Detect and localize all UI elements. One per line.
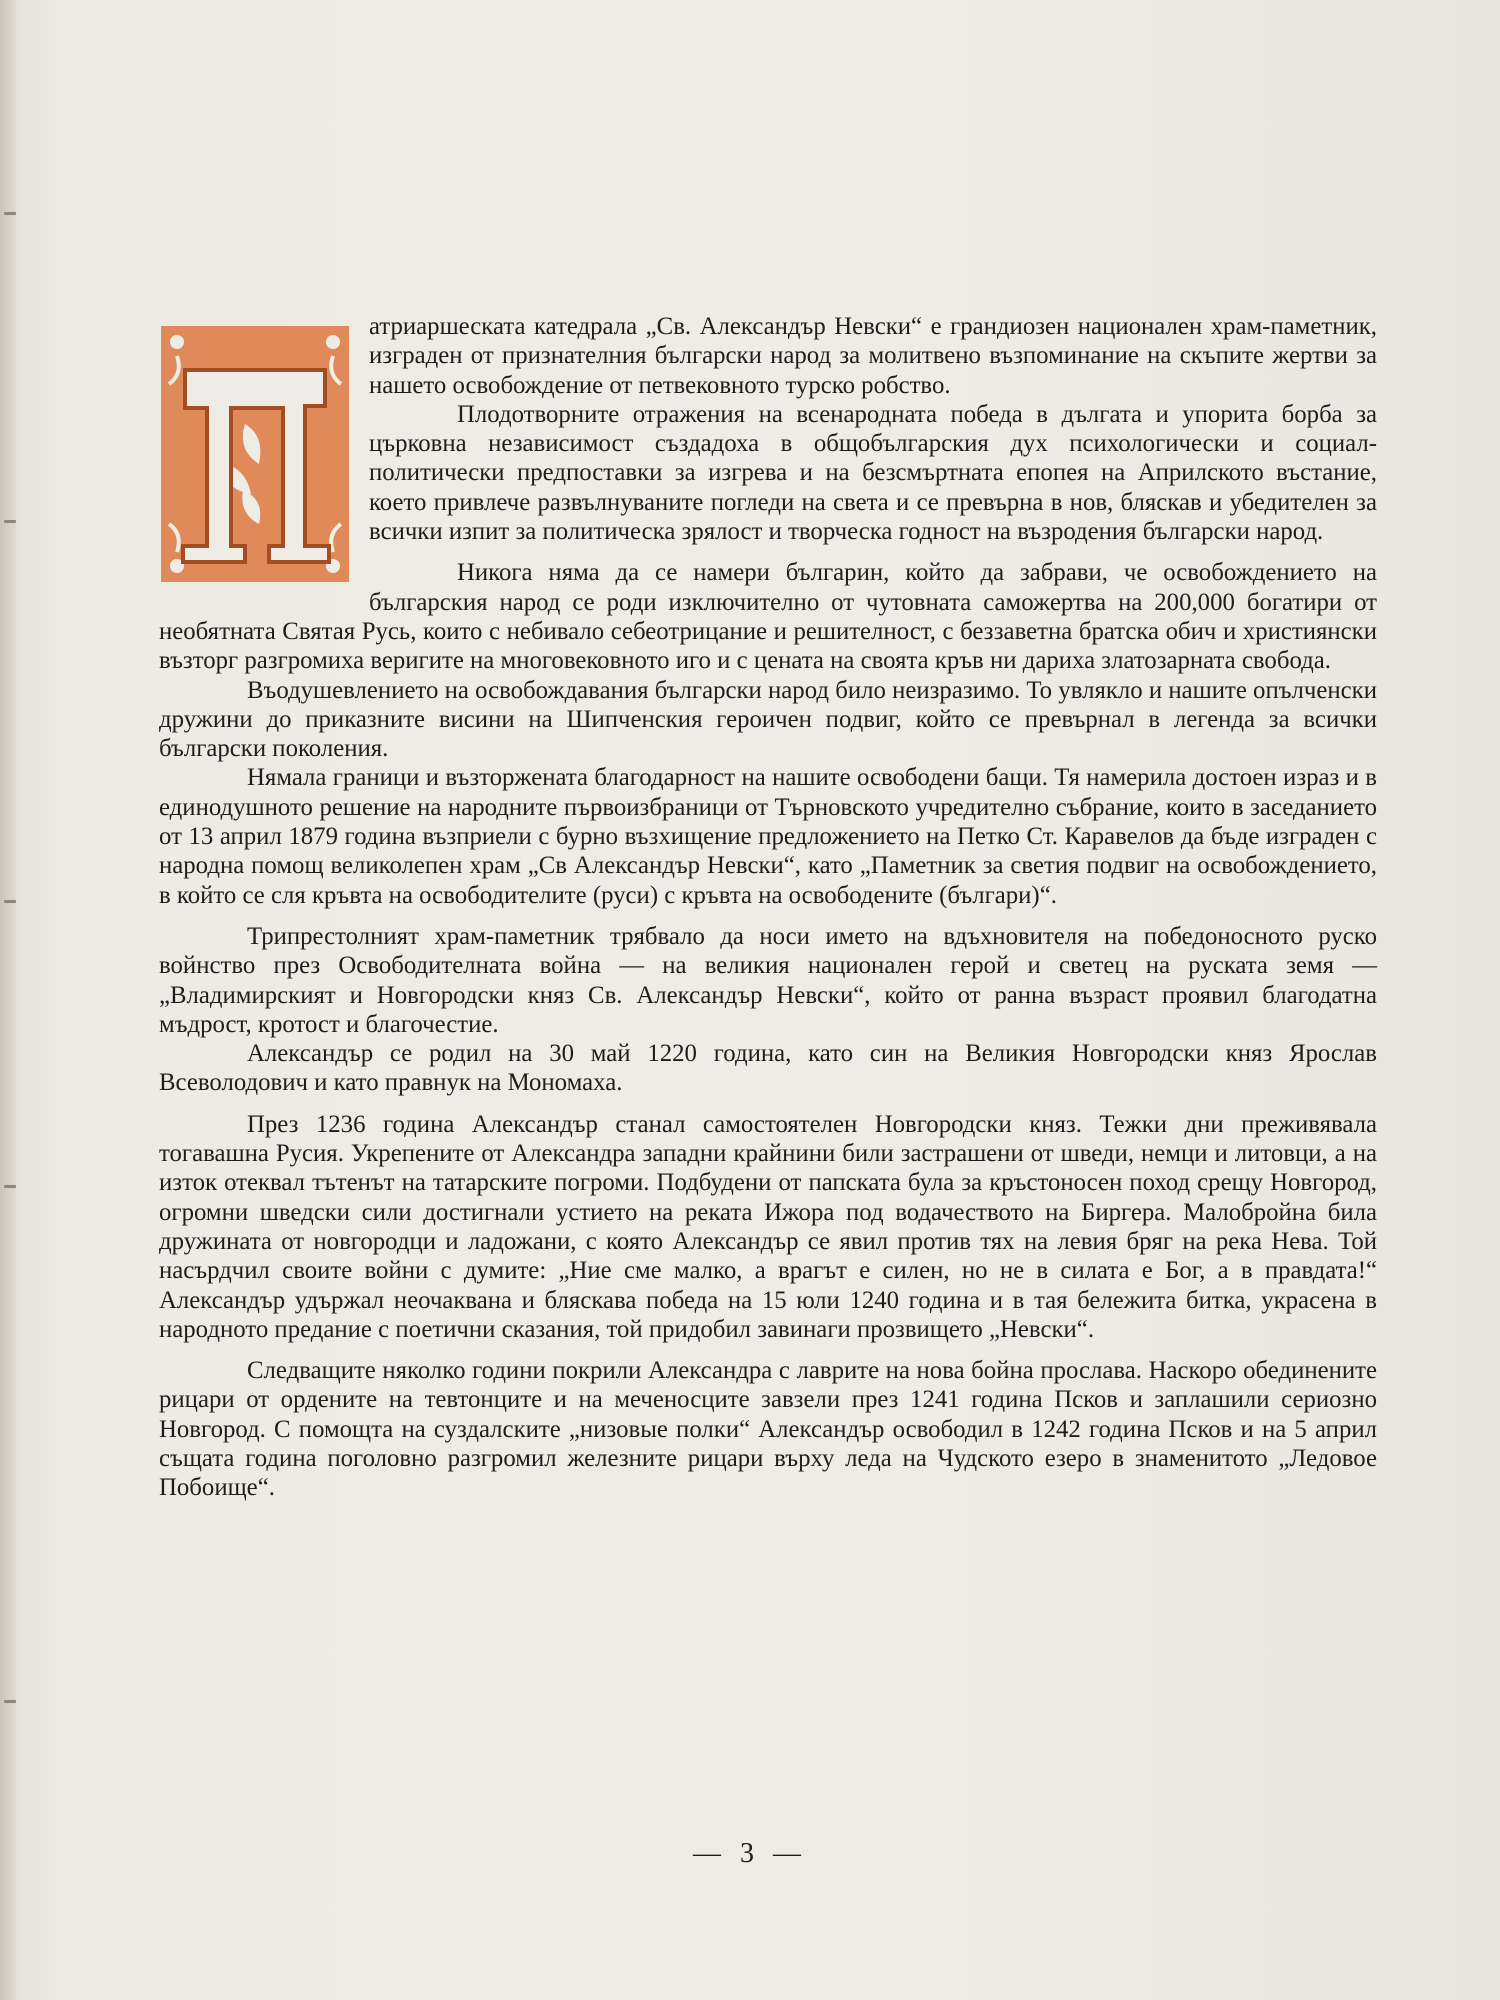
paragraph: Плодотворните отражения на всенародната победа в дългата и упорита борба за църковна независимост създадоха в общобългарския дух психологически и социал-политически предпоставки за изгрева и на безсмъртната епопея на Априлското въстание, което привлече развълнуваните погледи на света и се превърна в нов, бляскав и убедителен за всички изпит за политическа зрялост и творческа годност на възродения български народ. <box>369 400 1377 546</box>
paragraph: Никога няма да се намери българин, който да забрави, че освобождението на българския народ се роди изключително от чутовната саможертва на 200,000 богатири от необятната Святая Русь, които с небивало себеотрицание и решителност, с беззаветна братска обич и християнски възторг разгромиха веригите на многовековното иго и с цената на своята кръв ни дариха златозарната свобода. <box>159 559 1377 675</box>
staple <box>4 1700 16 1703</box>
paragraph: Трипрестолният храм-паметник трябвало да носи името на вдъхновителя на победоносното руско войнство през Освободителната война — на великия национален герой и светец на руската земя — „Владимирският и Новгородски княз Св. Александър Невски“, който от ранна възраст проявил благодатна мъдрост, кротост и благочестие. <box>159 922 1377 1038</box>
drop-cap-ornament <box>159 324 351 584</box>
paragraph: През 1236 година Александър станал самостоятелен Новгородски княз. Тежки дни преживявала тогавашна Русия. Укрепените от Александра западни крайнини били застрашени от шведи, немци и литовци, а на изток отеквал тътенът на татарските погроми. Подбудени от папската була за кръстоносен поход срещу Новгород, огромни шведски сили достигнали устието на реката Ижора под водачеството на Биргера. Малобройна била дружината от новгородци и ладожани, с която Александър се явил против тях на левия бряг на река Нева. Той насърдчил своите войни с думите: „Ние сме малко, а врагът е силен, но не в силата е Бог, а в правдата!“ Александър удържал неочаквана и бляскава победа на 15 юли 1240 година и в тая бележита битка, украсена в народното предание с поетични сказания, той придобил завинаги прозвището „Невски“. <box>159 1110 1377 1343</box>
paragraph: Нямала граници и възторжената благодарност на нашите освободени бащи. Тя намерила достоен израз и в единодушното решение на народните първоизбраници от Търновското учредително събрание, които в заседанието от 13 април 1879 година възприели с бурно възхищение предложението на Петко Ст. Каравелов да бъде изграден с народна помощ великолепен храм „Св Александър Невски“, като „Паметник за светия подвиг на освобождението, в който се сля кръвта на освободителите (руси) с кръвта на освободените (българи)“. <box>159 764 1377 909</box>
paragraph: Александър се родил на 30 май 1220 година, като син на Великия Новгородски княз Ярослав Всеволодович и като правнук на Мономаха. <box>159 1040 1377 1097</box>
binding-edge <box>0 0 16 2000</box>
paragraph: атриаршеската катедрала „Св. Александър Невски“ е грандиозен национален храм-паметник, изграден от признателния български народ за молитвено възпоминание на скъпите жертви за нашето освобождение от петвековното турско робство. <box>369 313 1377 399</box>
page-number: — 3 — <box>693 1838 807 1869</box>
paragraph: Въодушевлението на освобождавания български народ било неизразимо. То увлякло и нашите опълченски дружини до приказните висини на Шипченския героичен подвиг, който се превърнал в легенда за всички български поколения. <box>159 676 1377 763</box>
article-body <box>159 312 1377 1503</box>
staple <box>4 520 16 523</box>
staple <box>4 212 16 215</box>
staple <box>4 1185 16 1188</box>
paragraph: Следващите няколко години покрили Александра с лаврите на нова бойна прослава. Наскоро обединените рицари от ордените на тевтонците и на меченосците завзели през 1241 година Псков и заплашили сериозно Новгород. С помощта на суздалските „низовые полки“ Александър освободил в 1242 година Псков и на 5 април същата година поголовно разгромил железните рицари върху леда на Чудското езеро в знаменитото „Ледовое Побоище“. <box>159 1357 1377 1502</box>
staple <box>4 900 16 903</box>
drop-cap-letter: П <box>255 574 256 575</box>
